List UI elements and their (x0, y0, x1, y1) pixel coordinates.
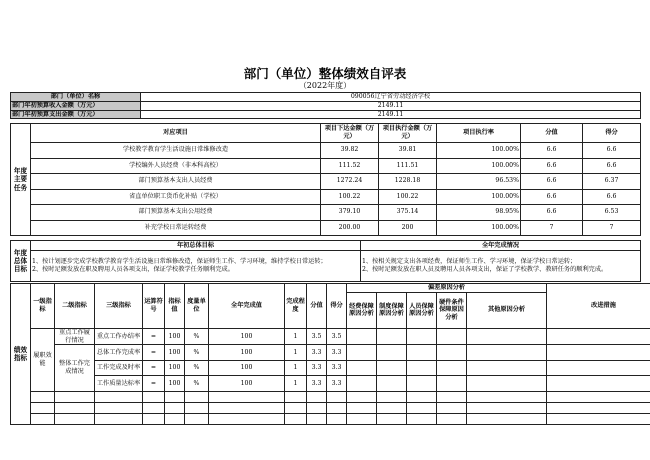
level3-value: 总体工作完成率 (95, 345, 143, 361)
empty-cell (165, 402, 185, 413)
empty-cell (467, 402, 547, 413)
empty-cell (209, 402, 285, 413)
indicators-section-label: 绩效指标 (11, 284, 31, 425)
header-operator: 运算符号 (143, 284, 165, 329)
goals-table (10, 240, 641, 282)
table-row (11, 376, 650, 392)
empty-cell (307, 413, 327, 424)
task-budget: 379.10 (321, 205, 379, 221)
dev-cell (437, 328, 467, 345)
dev-cell (347, 360, 377, 376)
empty-cell (165, 391, 185, 402)
col-header-budget: 项目下达金额（万元） (321, 124, 379, 143)
table-row (11, 189, 641, 205)
actual-value: 100 (209, 360, 285, 376)
empty-cell (377, 391, 407, 402)
empty-cell (547, 413, 650, 424)
empty-cell (547, 391, 650, 402)
level3-value: 工作质量达标率 (95, 376, 143, 392)
task-score: 6.6 (583, 189, 641, 205)
header-dev-staff: 人员保障原因分析 (407, 292, 437, 328)
col-header-score-full: 分值 (521, 124, 583, 143)
expense-label: 部门年初预算支出金额（万元） (11, 110, 141, 119)
task-budget: 111.52 (321, 158, 379, 174)
task-executed: 111.51 (379, 158, 437, 174)
empty-cell (185, 402, 209, 413)
degree-value: 1 (285, 376, 307, 392)
operator-value: = (143, 376, 165, 392)
table-row (11, 402, 650, 413)
unit-value: % (185, 345, 209, 361)
col-header-rate: 项目执行率 (437, 124, 521, 143)
score-value: 3.3 (327, 345, 347, 361)
goals-section-label: 年度总体目标 (11, 241, 31, 282)
table-row (11, 360, 650, 376)
task-rate: 100.00% (437, 158, 521, 174)
expense-value: 2149.11 (141, 110, 641, 119)
unit-value: % (185, 376, 209, 392)
header-score-full: 分值 (307, 284, 327, 329)
degree-value: 1 (285, 328, 307, 345)
actual-value: 100 (209, 345, 285, 361)
empty-cell (285, 391, 307, 402)
score-full-value: 3.3 (307, 376, 327, 392)
level3-value: 工作完成及时率 (95, 360, 143, 376)
target-value: 100 (165, 360, 185, 376)
measures-cell (547, 328, 650, 345)
dev-cell (467, 376, 547, 392)
score-value: 3.3 (327, 360, 347, 376)
task-executed: 39.81 (379, 143, 437, 159)
dev-cell (407, 376, 437, 392)
empty-cell (209, 413, 285, 424)
dev-cell (377, 376, 407, 392)
empty-cell (285, 413, 307, 424)
table-row (11, 174, 641, 190)
dev-cell (347, 376, 377, 392)
empty-cell (547, 402, 650, 413)
task-item: 部门预算基本支出公用经费 (31, 205, 321, 221)
empty-cell (95, 391, 143, 402)
dev-cell (347, 345, 377, 361)
task-score: 6.53 (583, 205, 641, 221)
empty-cell (31, 391, 55, 402)
empty-cell (347, 402, 377, 413)
task-item: 省直单位职工货币化补贴（学校） (31, 189, 321, 205)
task-rate: 100.00% (437, 189, 521, 205)
tasks-section-label: 年度主要任务 (11, 124, 31, 236)
unit-value: % (185, 360, 209, 376)
level3-value: 重点工作办结率 (95, 328, 143, 345)
empty-cell (377, 413, 407, 424)
task-item: 补充学校日常运转经费 (31, 220, 321, 236)
dev-cell (467, 360, 547, 376)
empty-cell (143, 413, 165, 424)
dev-cell (377, 360, 407, 376)
task-budget: 1272.24 (321, 174, 379, 190)
empty-cell (407, 402, 437, 413)
empty-cell (327, 391, 347, 402)
empty-cell (437, 413, 467, 424)
task-budget: 39.82 (321, 143, 379, 159)
header-unit: 度量单位 (185, 284, 209, 329)
dev-cell (407, 328, 437, 345)
empty-cell (143, 391, 165, 402)
target-value: 100 (165, 376, 185, 392)
table-row (11, 413, 650, 424)
empty-cell (285, 402, 307, 413)
empty-cell (143, 402, 165, 413)
unit-name-value: 090056辽宁省劳动经济学校 (141, 93, 641, 102)
operator-value: = (143, 345, 165, 361)
empty-cell (31, 402, 55, 413)
task-rate: 100.00% (437, 143, 521, 159)
task-item: 部门预算基本支出人员经费 (31, 174, 321, 190)
empty-cell (307, 402, 327, 413)
header-dev-funding: 经费保障原因分析 (347, 292, 377, 328)
task-score: 6.6 (583, 158, 641, 174)
actual-value: 100 (209, 376, 285, 392)
empty-cell (95, 413, 143, 424)
dev-cell (437, 376, 467, 392)
header-target: 指标值 (165, 284, 185, 329)
operator-value: = (143, 360, 165, 376)
level2-value: 重点工作履行情况 (55, 328, 95, 345)
unit-name-label: 部门（单位）名称 (11, 93, 141, 102)
task-score-full: 6.6 (521, 158, 583, 174)
empty-cell (467, 391, 547, 402)
page-subtitle: （2022年度） (298, 81, 352, 90)
measures-cell (547, 360, 650, 376)
income-value: 2149.11 (141, 101, 641, 110)
dev-cell (437, 345, 467, 361)
header-score: 得分 (327, 284, 347, 329)
empty-cell (165, 413, 185, 424)
score-full-value: 3.3 (307, 360, 327, 376)
unit-value: % (185, 328, 209, 345)
task-score-full: 6.6 (521, 174, 583, 190)
info-table (10, 92, 641, 119)
task-executed: 1228.18 (379, 174, 437, 190)
header-measures: 改进措施 (547, 284, 650, 329)
task-score: 7 (583, 220, 641, 236)
empty-cell (327, 413, 347, 424)
score-value: 3.3 (327, 376, 347, 392)
dev-cell (407, 345, 437, 361)
target-value: 100 (165, 345, 185, 361)
degree-value: 1 (285, 360, 307, 376)
header-level2: 二级指标 (55, 284, 95, 329)
table-row (11, 391, 650, 402)
empty-cell (31, 413, 55, 424)
task-score-full: 6.6 (521, 143, 583, 159)
dev-cell (467, 345, 547, 361)
empty-cell (307, 391, 327, 402)
task-score: 6.37 (583, 174, 641, 190)
table-row (11, 143, 641, 159)
empty-cell (407, 391, 437, 402)
dev-cell (347, 328, 377, 345)
income-label: 部门年初预算收入金额（万元） (11, 101, 141, 110)
col-header-executed: 项目执行金额（万元） (379, 124, 437, 143)
measures-cell (547, 345, 650, 361)
task-score-full: 6.6 (521, 189, 583, 205)
indicators-table (10, 283, 650, 425)
empty-cell (377, 402, 407, 413)
dev-cell (467, 328, 547, 345)
header-level1: 一级指标 (31, 284, 55, 329)
score-full-value: 3.5 (307, 328, 327, 345)
empty-cell (185, 391, 209, 402)
task-rate: 98.95% (437, 205, 521, 221)
col-header-item: 对应项目 (31, 124, 321, 143)
empty-cell (467, 413, 547, 424)
tasks-table (10, 123, 641, 236)
task-rate: 100.00% (437, 220, 521, 236)
table-row (11, 220, 641, 236)
header-dev-system: 制度保障原因分析 (377, 292, 407, 328)
empty-cell (185, 413, 209, 424)
task-budget: 100.22 (321, 189, 379, 205)
score-full-value: 3.3 (307, 345, 327, 361)
task-executed: 100.22 (379, 189, 437, 205)
page-title: 部门（单位）整体绩效自评表 (243, 66, 407, 81)
empty-cell (347, 391, 377, 402)
task-executed: 375.14 (379, 205, 437, 221)
header-degree: 完成程度 (285, 284, 307, 329)
task-budget: 200.00 (321, 220, 379, 236)
table-row (11, 158, 641, 174)
task-item: 学校教学教育学生活设施日常维修改造 (31, 143, 321, 159)
empty-cell (55, 391, 95, 402)
table-row (11, 205, 641, 221)
empty-cell (437, 391, 467, 402)
empty-cell (437, 402, 467, 413)
dev-cell (407, 360, 437, 376)
empty-cell (347, 413, 377, 424)
operator-value: = (143, 328, 165, 345)
empty-cell (327, 402, 347, 413)
dev-cell (377, 345, 407, 361)
table-row (11, 345, 650, 361)
col-header-score: 得分 (583, 124, 641, 143)
header-actual: 全年完成值 (209, 284, 285, 329)
header-deviation: 偏差原因分析 (347, 284, 547, 293)
task-score: 6.6 (583, 143, 641, 159)
header-level3: 三级指标 (95, 284, 143, 329)
dev-cell (437, 360, 467, 376)
task-rate: 96.53% (437, 174, 521, 190)
empty-cell (95, 402, 143, 413)
done-header: 全年完成情况 (361, 241, 641, 251)
goal-header: 年初总体目标 (31, 241, 361, 251)
empty-cell (55, 402, 95, 413)
goal-text: 1、按计划逐步完成学校教学教育学生活设施日常维修改造，保证师生工作、学习环境，维持学校日常运转； 2、按时足额发放在职及聘用人员各项支出，保证学校教学任务顺利完成。 (31, 251, 361, 282)
task-executed: 200 (379, 220, 437, 236)
target-value: 100 (165, 328, 185, 345)
done-text: 1、按相关规定支出各项经费，保证师生工作、学习环境，保证学校日常运转； 2、按时足额发放在职人员及聘用人员各项支出，保证了学校教学、教研任务的顺利完成。 (361, 251, 641, 282)
level2-value: 整体工作完成情况 (55, 345, 95, 392)
task-score-full: 6.6 (521, 205, 583, 221)
empty-cell (209, 391, 285, 402)
dev-cell (377, 328, 407, 345)
measures-cell (547, 376, 650, 392)
degree-value: 1 (285, 345, 307, 361)
task-item: 学校编外人员经费（非本科高校） (31, 158, 321, 174)
table-row (11, 328, 650, 345)
actual-value: 100 (209, 328, 285, 345)
score-value: 3.5 (327, 328, 347, 345)
header-dev-other: 其他原因分析 (467, 292, 547, 328)
empty-cell (407, 413, 437, 424)
level1-value: 履职效能 (31, 328, 55, 391)
empty-cell (55, 413, 95, 424)
task-score-full: 7 (521, 220, 583, 236)
header-dev-hardware: 硬件条件保障原因分析 (437, 292, 467, 328)
